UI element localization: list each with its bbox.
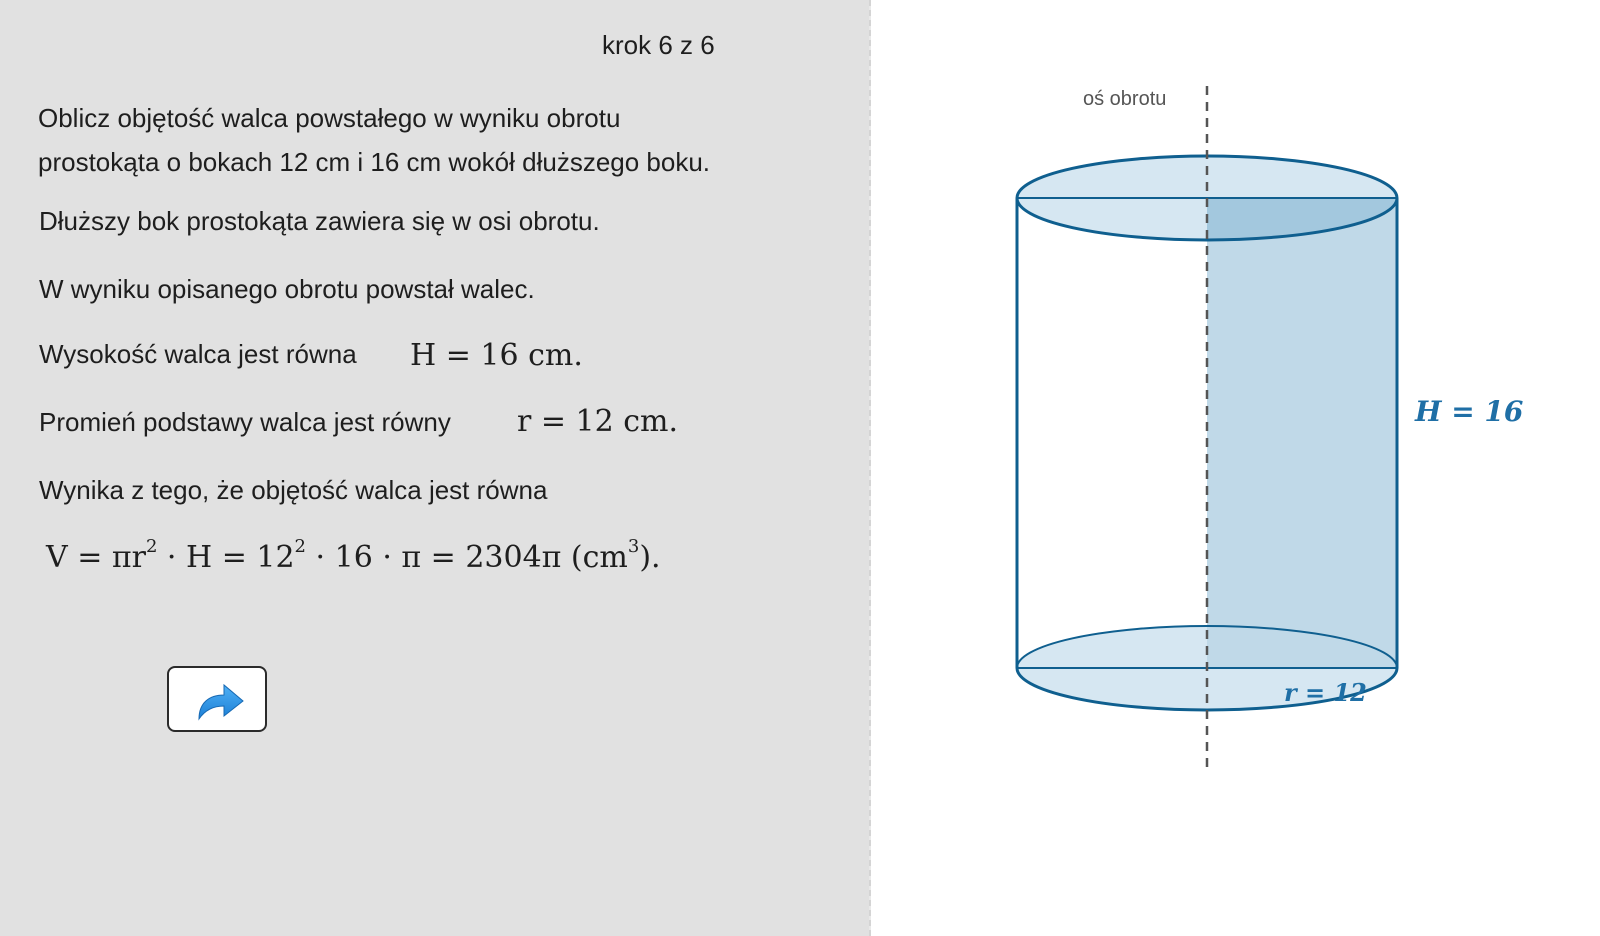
height-label: H = 16	[1415, 395, 1524, 428]
task-line-2: prostokąta o bokach 12 cm i 16 cm wokół dłuższego boku.	[38, 147, 711, 177]
formula-part-2: · H = 12	[157, 540, 295, 575]
formula-part-1: V = πr	[46, 540, 146, 575]
step-indicator: krok 6 z 6	[602, 30, 715, 60]
formula-part-4: ).	[639, 540, 661, 575]
axis-statement: Dłuższy bok prostokąta zawiera się w osi obrotu.	[39, 206, 600, 236]
formula-exponent-3: 3	[627, 536, 640, 557]
task-line-1: Oblicz objętość walca powstałego w wyniku obrotu	[38, 103, 621, 133]
radius-value: r = 12 cm.	[517, 404, 679, 439]
formula-exponent-1: 2	[145, 536, 158, 557]
height-value: H = 16 cm.	[410, 338, 583, 373]
rotated-rectangle	[1207, 198, 1397, 668]
conclusion-statement: Wynika z tego, że objętość walca jest równa	[39, 475, 548, 505]
formula-part-3: · 16 · π = 2304π (cm	[306, 540, 628, 575]
result-statement: W wyniku opisanego obrotu powstał walec.	[39, 274, 535, 304]
axis-label: oś obrotu	[1083, 88, 1167, 110]
height-statement: Wysokość walca jest równa	[39, 339, 357, 369]
radius-statement: Promień podstawy walca jest równy	[39, 407, 451, 437]
radius-label: r = 12	[1284, 678, 1367, 707]
formula-exponent-2: 2	[294, 536, 306, 557]
